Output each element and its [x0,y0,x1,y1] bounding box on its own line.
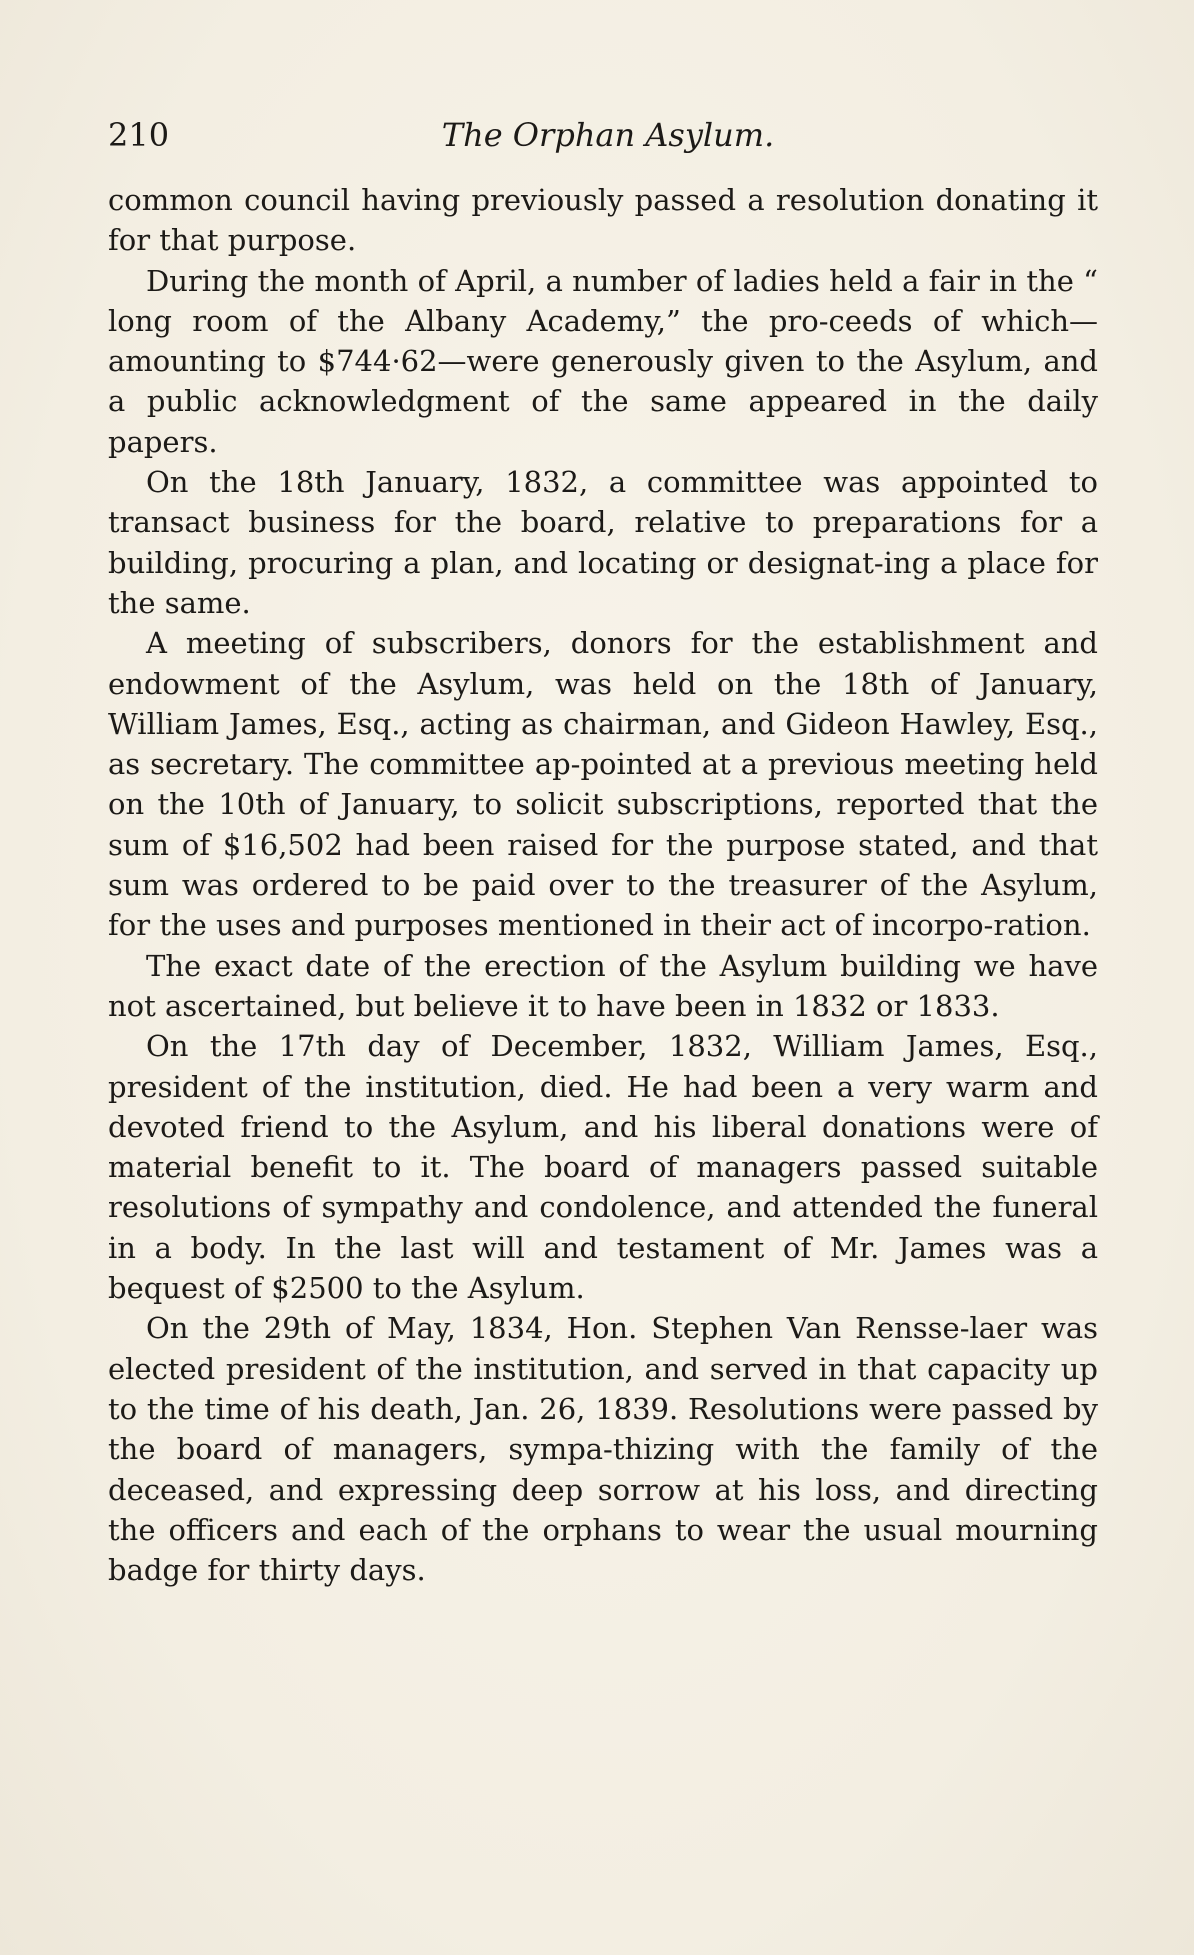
paragraph-4: A meeting of subscribers, donors for the establishment and endowment of the Asylum, was held on the 18th of January, William James, Esq., acting as chairman, and Gideon Hawley, Esq., as secretary. The committee ap-pointed at a previous meeting held on the 10th of January, to solicit subscriptions, reported that the sum of $16,502 had been raised for the purpose stated, and that sum was ordered to be paid over to the treasurer of the Asylum, for the uses and purposes mentioned in their act of incorpo-ration. [108,626,1098,943]
paragraph-6: On the 17th day of December, 1832, William James, Esq., president of the institution, died. He had been a very warm and devoted friend to the Asylum, and his liberal donations were of material benefit to it. The board of managers passed suitable resolutions of sympathy and condolence, and attended the funeral in a body. In the last will and testament of Mr. James was a bequest of $2500 to the Asylum. [108,1029,1098,1306]
paragraph-5: The exact date of the erection of the Asylum building we have not ascertained, but believe it to have been in 1832 or 1833. [108,948,1098,1023]
body-text [108,180,1098,1590]
page-number: 210 [108,116,170,154]
running-head: The Orphan Asylum. [441,116,775,154]
page-header [108,110,1098,160]
paragraph-3: On the 18th January, 1832, a committee was appointed to transact business for the board, relative to preparations for a building, procuring a plan, and locating or designat-ing a place for the same. [108,465,1098,620]
paragraph-1: common council having previously passed a resolution donating it for that purpose. [108,183,1098,258]
paragraph-2: During the month of April, a number of ladies held a fair in the “ long room of the Albany Academy,” the pro-ceeds of which—amounting to $744·62—were generously given to the Asylum, and a public acknowledgment of the same appeared in the daily papers. [108,263,1098,459]
paragraph-7: On the 29th of May, 1834, Hon. Stephen Van Rensse-laer was elected president of the institution, and served in that capacity up to the time of his death, Jan. 26, 1839. Resolutions were passed by the board of managers, sympa-thizing with the family of the deceased, and expressing deep sorrow at his loss, and directing the officers and each of the orphans to wear the usual mourning badge for thirty days. [108,1311,1098,1588]
